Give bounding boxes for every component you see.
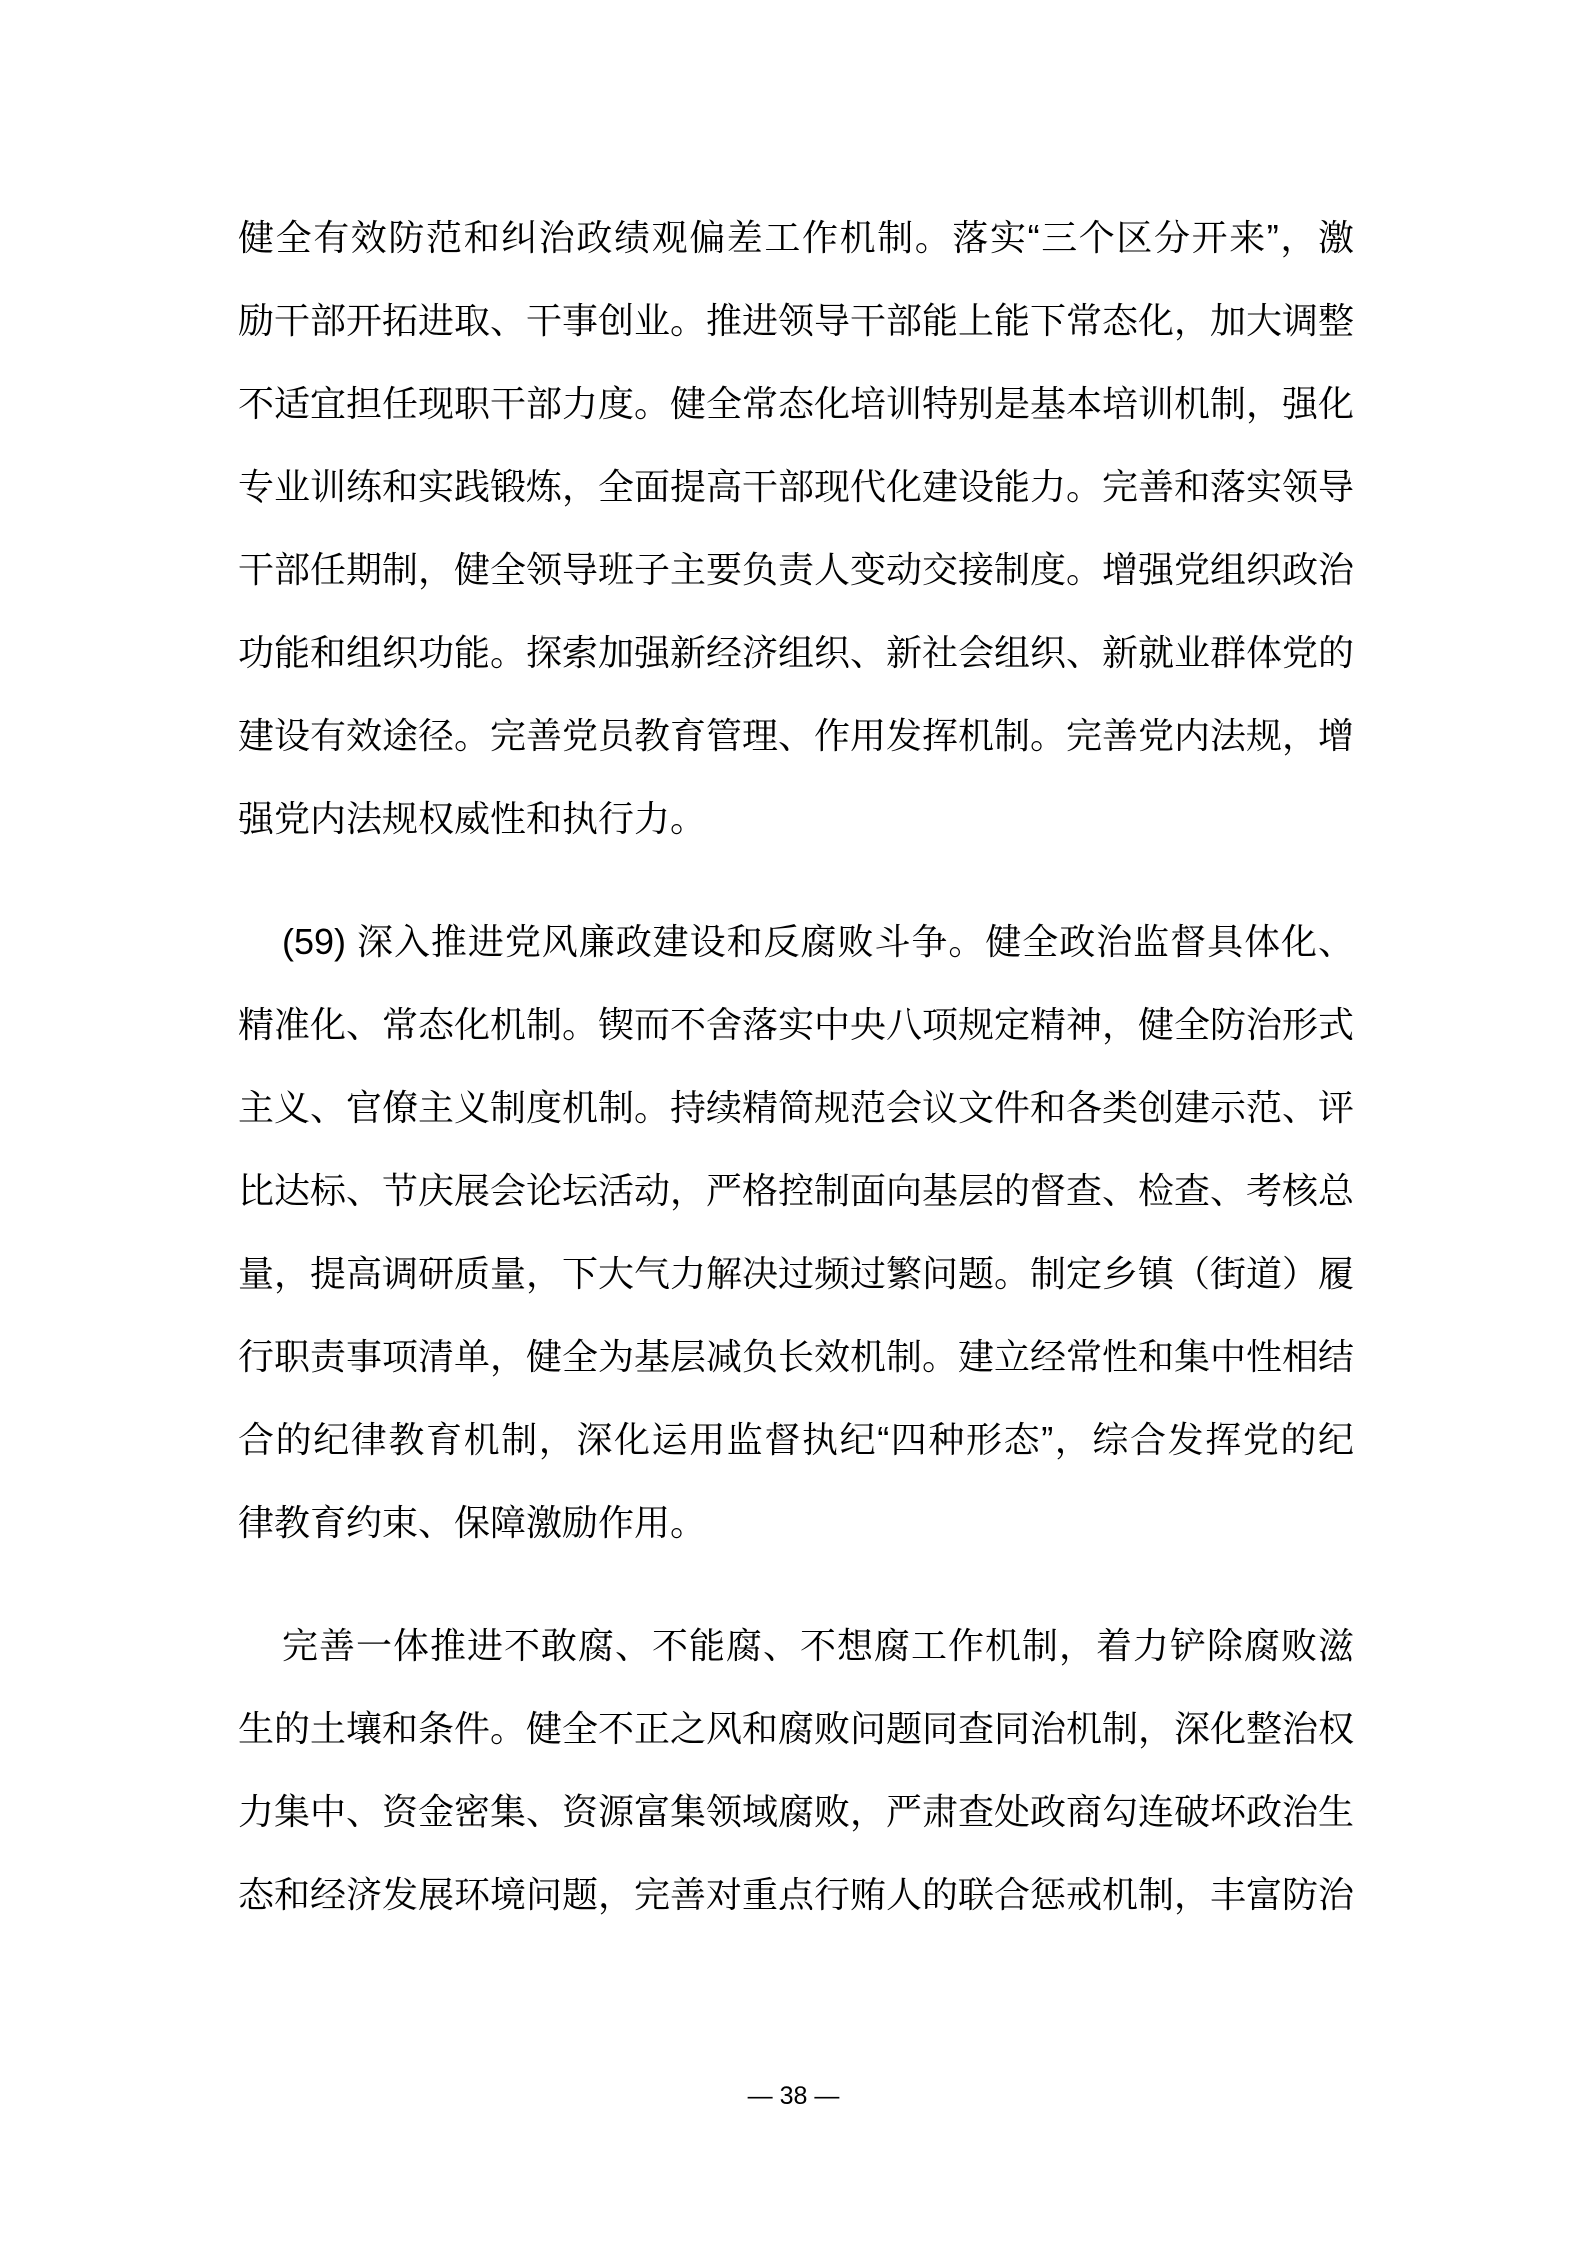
text-line: (59) 深入推进党风廉政建设和反腐败斗争。健全政治监督具体化、 (282, 921, 1354, 962)
text-line: 精准化、常态化机制。锲而不舍落实中央八项规定精神，健全防治形式 (238, 1004, 1354, 1045)
text-line: 强党内法规权威性和执行力。 (238, 798, 707, 839)
text-line: 干部任期制，健全领导班子主要负责人变动交接制度。增强党组织政治 (238, 549, 1354, 590)
text-line: 律教育约束、保障激励作用。 (238, 1502, 707, 1543)
text-line: 健全有效防范和纠治政绩观偏差工作机制。落实“三个区分开来”，激 (238, 217, 1354, 258)
page-number: — 38 — (747, 2082, 840, 2110)
paragraph (238, 196, 1354, 860)
text-line: 励干部开拓进取、干事创业。推进领导干部能上能下常态化，加大调整 (238, 300, 1354, 341)
text-line: 量，提高调研质量，下大气力解决过频过繁问题。制定乡镇（街道）履 (238, 1253, 1354, 1294)
text-line: 完善一体推进不敢腐、不能腐、不想腐工作机制，着力铲除腐败滋 (282, 1625, 1354, 1666)
text-line: 生的土壤和条件。健全不正之风和腐败问题同查同治机制，深化整治权 (238, 1708, 1354, 1749)
paragraph (238, 1604, 1354, 1936)
text-line: 态和经济发展环境问题，完善对重点行贿人的联合惩戒机制，丰富防治 (238, 1874, 1354, 1915)
text-line: 比达标、节庆展会论坛活动，严格控制面向基层的督查、检查、考核总 (238, 1170, 1354, 1211)
text-line: 力集中、资金密集、资源富集领域腐败，严肃查处政商勾连破坏政治生 (238, 1791, 1354, 1832)
text-line: 合的纪律教育机制，深化运用监督执纪“四种形态”，综合发挥党的纪 (238, 1419, 1354, 1460)
text-line: 功能和组织功能。探索加强新经济组织、新社会组织、新就业群体党的 (238, 632, 1354, 673)
text-line: 建设有效途径。完善党员教育管理、作用发挥机制。完善党内法规，增 (238, 715, 1354, 756)
text-line: 专业训练和实践锻炼，全面提高干部现代化建设能力。完善和落实领导 (238, 466, 1354, 507)
document-body (238, 196, 1354, 1936)
text-line: 主义、官僚主义制度机制。持续精简规范会议文件和各类创建示范、评 (238, 1087, 1354, 1128)
text-line: 行职责事项清单，健全为基层减负长效机制。建立经常性和集中性相结 (238, 1336, 1354, 1377)
text-line: 不适宜担任现职干部力度。健全常态化培训特别是基本培训机制，强化 (238, 383, 1354, 424)
paragraph (238, 900, 1354, 1564)
